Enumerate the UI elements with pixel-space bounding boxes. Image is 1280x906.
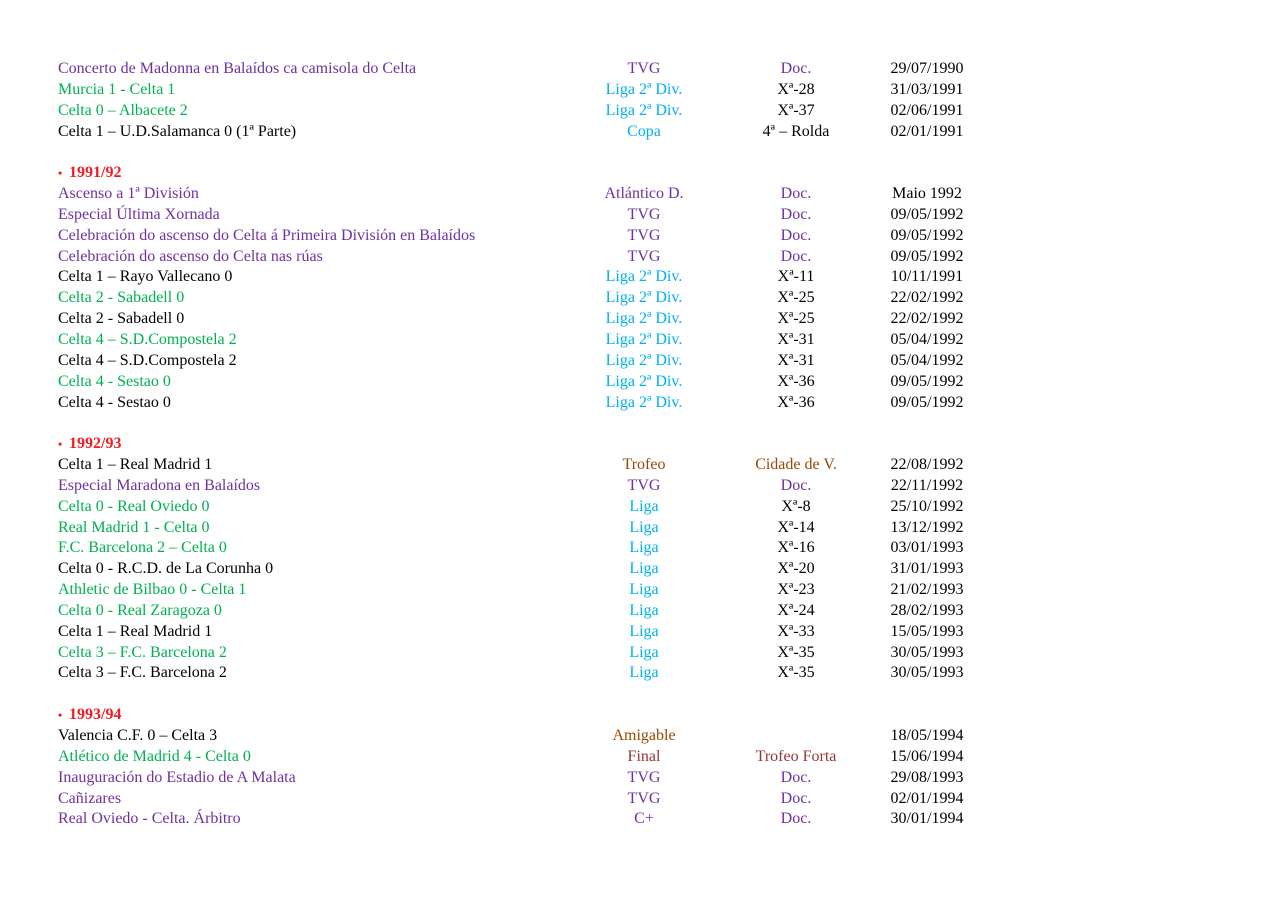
item-title: Celta 1 – Rayo Vallecano 0	[58, 268, 233, 286]
item-competition: Liga 2ª Div.	[605, 330, 683, 348]
item-title: Atlético de Madrid 4 - Celta 0	[58, 747, 251, 765]
item-date: 09/05/1992	[890, 372, 964, 390]
list-item	[58, 393, 1238, 414]
list-item	[58, 122, 1238, 143]
item-date: 25/10/1992	[890, 497, 964, 515]
item-title: Celta 4 - Sestao 0	[58, 393, 171, 411]
item-round: Cidade de V.	[755, 456, 837, 474]
list-item	[58, 226, 1238, 247]
item-date: 02/06/1991	[890, 101, 964, 119]
item-round: Doc.	[780, 60, 812, 77]
item-title: Celta 2 - Sabadell 0	[58, 289, 185, 307]
item-date: 22/08/1992	[890, 456, 964, 474]
item-competition: C+	[634, 810, 654, 828]
item-competition: Copa	[627, 122, 661, 140]
list-item	[58, 726, 1238, 747]
season-label: 1992/93	[69, 435, 122, 453]
item-competition: Liga 2ª Div.	[605, 372, 683, 390]
section-spacer	[58, 413, 1238, 434]
item-date: 30/05/1993	[890, 643, 964, 661]
list-item	[58, 372, 1238, 393]
item-date: 09/05/1992	[890, 226, 964, 244]
item-competition: Liga	[629, 560, 659, 578]
list-item	[58, 747, 1238, 768]
item-competition: TVG	[627, 226, 661, 244]
item-competition: Liga	[629, 664, 659, 682]
item-competition: Liga	[629, 518, 659, 536]
item-date: 13/12/1992	[890, 518, 964, 536]
list-item	[58, 247, 1238, 268]
item-title: Celta 1 – Real Madrid 1	[58, 622, 213, 640]
item-competition: TVG	[627, 247, 661, 265]
item-date: 31/03/1991	[890, 80, 964, 98]
item-round: Doc.	[780, 810, 812, 828]
bullet-icon: •	[58, 708, 63, 723]
item-round: Xª-28	[777, 80, 815, 98]
item-competition: Final	[627, 747, 661, 765]
item-round: Xª-20	[777, 560, 815, 578]
item-competition: Liga 2ª Div.	[605, 80, 683, 98]
season-label: 1991/92	[69, 164, 122, 182]
item-competition: Liga	[629, 497, 659, 515]
season-heading	[58, 705, 1238, 726]
item-round: Xª-14	[777, 518, 815, 536]
item-date: 02/01/1991	[890, 122, 964, 140]
list-item	[58, 184, 1238, 205]
list-item	[58, 538, 1238, 559]
item-competition: TVG	[627, 205, 661, 223]
item-date: 31/01/1993	[890, 560, 964, 578]
item-title: Celta 0 - Real Zaragoza 0	[58, 601, 222, 619]
item-date: 29/07/1990	[890, 60, 964, 77]
item-date: 05/04/1992	[890, 330, 964, 348]
item-title: Valencia C.F. 0 – Celta 3	[58, 727, 218, 744]
item-competition: Amigable	[612, 727, 676, 744]
item-date: 09/05/1992	[890, 247, 964, 265]
section-spacer	[58, 142, 1238, 163]
list-item	[58, 267, 1238, 288]
item-round: Doc.	[780, 476, 812, 494]
item-round: Doc.	[780, 185, 812, 203]
item-date: 10/11/1991	[890, 268, 964, 286]
item-round: Xª-31	[777, 351, 815, 369]
item-date: 21/02/1993	[890, 581, 964, 599]
item-date: 09/05/1992	[890, 393, 964, 411]
item-round: Doc.	[780, 768, 812, 786]
list-item	[58, 789, 1238, 810]
item-round: Xª-25	[777, 310, 815, 328]
document-list	[58, 59, 1238, 830]
item-round: Xª-31	[777, 330, 815, 348]
item-title: Cañizares	[58, 789, 122, 807]
list-item	[58, 80, 1238, 101]
item-round: Xª-37	[777, 101, 815, 119]
list-item	[58, 768, 1238, 789]
item-date: 09/05/1992	[890, 205, 964, 223]
list-item	[58, 497, 1238, 518]
item-competition: Liga	[629, 643, 659, 661]
item-round: Xª-16	[777, 539, 815, 557]
item-date: 30/01/1994	[890, 810, 964, 828]
item-round: Xª-8	[781, 497, 811, 515]
season-heading	[58, 434, 1238, 455]
item-title: Celta 4 – S.D.Compostela 2	[58, 330, 237, 348]
list-item	[58, 205, 1238, 226]
item-round: Xª-23	[777, 581, 815, 599]
item-competition: TVG	[627, 476, 661, 494]
list-item	[58, 101, 1238, 122]
item-title: Celta 1 – U.D.Salamanca 0 (1ª Parte)	[58, 122, 297, 140]
item-title: Celta 4 – S.D.Compostela 2	[58, 351, 237, 369]
item-title: Especial Maradona en Balaídos	[58, 476, 261, 494]
bullet-icon: •	[58, 166, 63, 181]
list-item	[58, 518, 1238, 539]
season-heading	[58, 163, 1238, 184]
item-title: Real Madrid 1 - Celta 0	[58, 518, 210, 536]
item-title: Especial Última Xornada	[58, 205, 220, 223]
item-title: Celta 2 - Sabadell 0	[58, 310, 185, 328]
list-item	[58, 476, 1238, 497]
item-title: Celta 4 - Sestao 0	[58, 372, 171, 390]
item-competition: Liga	[629, 622, 659, 640]
item-title: Celta 3 – F.C. Barcelona 2	[58, 664, 227, 682]
item-date: 05/04/1992	[890, 351, 964, 369]
item-competition: Trofeo	[622, 456, 666, 474]
item-date: 18/05/1994	[890, 727, 964, 744]
item-date: 29/08/1993	[890, 768, 964, 786]
list-item	[58, 559, 1238, 580]
item-title: Concerto de Madonna en Balaídos ca camisola do Celta	[58, 60, 417, 77]
item-round: Doc.	[780, 226, 812, 244]
item-round: Xª-33	[777, 622, 815, 640]
list-item	[58, 601, 1238, 622]
item-round: Xª-11	[777, 268, 815, 286]
item-round: Doc.	[780, 789, 812, 807]
item-date: 15/06/1994	[890, 747, 964, 765]
list-item	[58, 643, 1238, 664]
item-round: Doc.	[780, 205, 812, 223]
item-title: Ascenso a 1ª División	[58, 185, 199, 203]
item-round: 4ª – Rolda	[762, 122, 830, 140]
item-round: Trofeo Forta	[755, 747, 837, 765]
item-round: Xª-35	[777, 643, 815, 661]
list-item	[58, 351, 1238, 372]
item-date: 03/01/1993	[890, 539, 964, 557]
item-competition: TVG	[627, 789, 661, 807]
item-date: 28/02/1993	[890, 601, 964, 619]
item-competition: Liga	[629, 601, 659, 619]
list-item	[58, 309, 1238, 330]
item-date: 30/05/1993	[890, 664, 964, 682]
item-date: 15/05/1993	[890, 622, 964, 640]
item-competition: Liga	[629, 539, 659, 557]
list-item	[58, 580, 1238, 601]
list-item	[58, 622, 1238, 643]
bullet-icon: •	[58, 437, 63, 452]
item-competition: Liga 2ª Div.	[605, 310, 683, 328]
item-round: Doc.	[780, 247, 812, 265]
item-round: Xª-35	[777, 664, 815, 682]
season-label: 1993/94	[69, 706, 122, 724]
item-title: Celta 1 – Real Madrid 1	[58, 456, 213, 474]
item-title: Celta 0 – Albacete 2	[58, 101, 188, 119]
item-title: Celta 0 - R.C.D. de La Corunha 0	[58, 560, 274, 578]
item-competition: Liga 2ª Div.	[605, 268, 683, 286]
item-date: 22/02/1992	[890, 310, 964, 328]
item-title: Celta 3 – F.C. Barcelona 2	[58, 643, 227, 661]
item-round: Xª-36	[777, 372, 815, 390]
item-competition: Liga	[629, 581, 659, 599]
item-round: Xª-24	[777, 601, 815, 619]
item-competition: Atlántico D.	[604, 185, 684, 203]
item-title: Celta 0 - Real Oviedo 0	[58, 497, 210, 515]
list-item	[58, 455, 1238, 476]
list-item	[58, 59, 1238, 80]
list-item	[58, 809, 1238, 830]
item-title: Celebración do ascenso do Celta nas rúas	[58, 247, 323, 265]
item-competition: TVG	[627, 768, 661, 786]
item-title: Celebración do ascenso do Celta á Primeira División en Balaídos	[58, 226, 476, 244]
item-title: F.C. Barcelona 2 – Celta 0	[58, 539, 227, 557]
list-item	[58, 330, 1238, 351]
item-date: 22/11/1992	[890, 476, 964, 494]
item-competition: TVG	[627, 60, 661, 77]
item-title: Athletic de Bilbao 0 - Celta 1	[58, 581, 247, 599]
list-item	[58, 663, 1238, 684]
item-date: 22/02/1992	[890, 289, 964, 307]
item-date: Maio 1992	[892, 185, 962, 203]
item-competition: Liga 2ª Div.	[605, 101, 683, 119]
item-competition: Liga 2ª Div.	[605, 351, 683, 369]
item-round: Xª-36	[777, 393, 815, 411]
item-title: Murcia 1 - Celta 1	[58, 80, 176, 98]
item-round: Xª-25	[777, 289, 815, 307]
list-item	[58, 288, 1238, 309]
item-competition: Liga 2ª Div.	[605, 393, 683, 411]
section-spacer	[58, 684, 1238, 705]
item-title: Inauguración do Estadio de A Malata	[58, 768, 296, 786]
item-title: Real Oviedo - Celta. Árbitro	[58, 810, 241, 828]
item-competition: Liga 2ª Div.	[605, 289, 683, 307]
item-date: 02/01/1994	[890, 789, 964, 807]
